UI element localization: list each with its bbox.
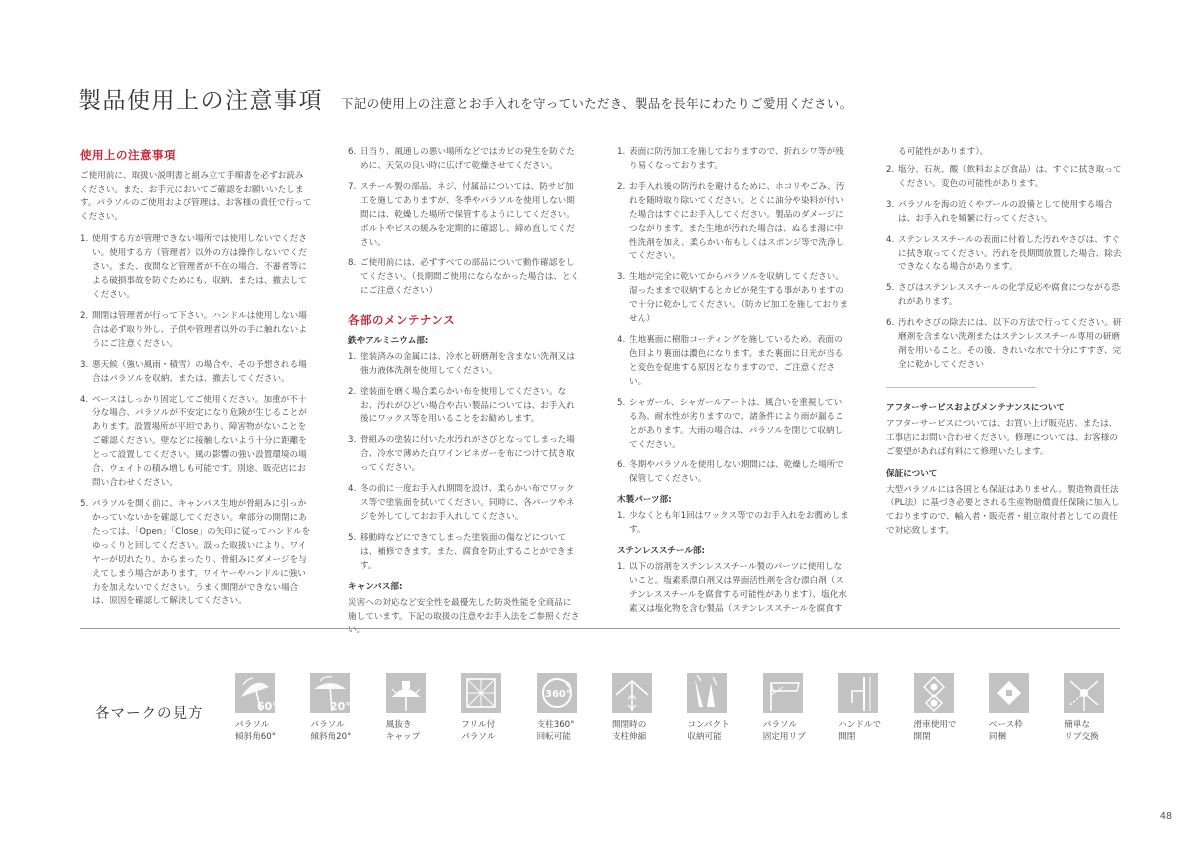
usage-list-part-2 <box>348 146 580 299</box>
mark-label: パラソル 傾斜角20° <box>310 720 352 742</box>
base-frame-bundle-icon <box>989 673 1029 713</box>
mark-item <box>537 673 612 743</box>
mark-item <box>612 673 687 743</box>
list-item: 2. 塗装面を磨く場合柔らかい布を使用してください。なお、汚れがひどい場合や古い製品については、お手入れ後にワックス等を用いることをお勧めします。 <box>348 386 575 425</box>
list-item: 7. スチール製の部品、ネジ、付属品については、防サビ加工を施してありますが、冬季やパラソルを使用しない期間には、乾燥した場所で保管するようにしてください。ボルトやビスの緩みを定期的に確認し、締め直してください。 <box>348 181 575 248</box>
pole-extend-icon <box>612 673 652 713</box>
mark-label: 滑車使用で 開閉 <box>913 720 957 742</box>
tilt-20-icon <box>310 673 350 713</box>
tilt-60-icon <box>235 673 278 713</box>
list-item: 4. 冬の前に一度お手入れ期間を設け、柔らかい布でワックス等で塗装面を拭いてください。同時に、各パーツやネジを外してしておお手入れしてください。 <box>348 484 575 522</box>
mark-item <box>461 673 536 743</box>
maintenance-title: 各部のメンテナンス <box>348 313 456 328</box>
steel-item-continuation: る可能性があります）。 <box>898 147 989 157</box>
list-item: 5. 移動時などにできてしまった塗装面の傷などについては、補修できます。また、腐食を防止することができます。 <box>348 532 575 571</box>
list-item: 1. 少なくとも年1回はワックス等でのお手入れをお薦めします。 <box>617 511 849 536</box>
mark-label: コンパクト 収納可能 <box>687 720 730 742</box>
warranty-text: 大型パラソルには各国とも保証はありません。製造物責任法（PL法）に基づき必要とされる生産物賠償責任保険に加入しておりますので、輸入者・販売者・組立取付者としての責任で対応致します。 <box>886 484 1120 537</box>
mark-label: 風抜き キャップ <box>385 720 421 742</box>
section-divider <box>886 387 1036 388</box>
mark-item <box>989 673 1064 743</box>
steel-parts-list <box>617 561 849 617</box>
warranty-title: 保証について <box>886 468 938 479</box>
list-item: 5. シャガール、シャガールアートは、風合いを重視している為、耐水性が劣りますので、諸条件により雨が漏ることがあります。大雨の場合は、パラソルを閉じて収納してください。 <box>617 397 844 450</box>
metal-parts-list <box>348 351 580 574</box>
mark-item <box>914 673 989 743</box>
mark-label: ハンドルで 開閉 <box>838 720 882 742</box>
usage-title: 使用上の注意事項 <box>80 148 176 162</box>
list-item: 3. パラソルを海の近くやプールの設備として使用する場合は、お手入れを頻繁に行ってください。 <box>886 199 1113 224</box>
mark-item <box>838 673 913 743</box>
rib-replace-icon <box>1064 673 1104 713</box>
page-subtitle: 下記の使用上の注意とお手入れを守っていただき、製品を長年にわたりご愛用ください。 <box>341 96 853 111</box>
steel-parts-list-2 <box>886 164 1122 373</box>
list-item: 1. 使用する方が管理できない場所では使用しないでください。使用する方（管理者）以外の方は操作しないでください。また、夜間など管理者が不在の場合、不審者等による破損事故を防ぐためにも、収納、または、撤去してください。 <box>80 234 307 300</box>
list-item: 1. 塗装済みの金属には、冷水と研磨剤を含まない洗剤又は強力液体洗剤を使用してください。 <box>348 351 575 376</box>
mark-item <box>235 673 310 743</box>
after-service-title: アフターサービスおよびメンテナンスについて <box>886 402 1066 413</box>
mark-label: 簡単な リブ交換 <box>1064 720 1099 742</box>
marks-title: 各マークの見方 <box>95 706 204 722</box>
marks-divider <box>80 628 1120 629</box>
svg-text:60°: 60° <box>257 700 278 713</box>
list-item: 3. 生地が完全に乾いてからパラソルを収納してください。湿ったままで収納するとカビが発生する事がありますので十分に乾かしてください。（防カビ加工を施しておりません） <box>617 272 849 325</box>
frill-parasol-icon <box>461 673 501 713</box>
list-item: 5. パラソルを開く前に、キャンパス生地が骨組みに引っかかっていないかを確認してください。傘部分の開閉にあたっては、「Open」「Close」の矢印に従ってハンドルをゆっくりと回してください。誤った取扱いにより、ワイヤーが切れたり、からまったり、骨組みにダメージを与えてしまう場合があります。ワイヤーやハンドルに強い力を加えないでください。うまく開閉ができない場合は、原因を確認して解決してください。 <box>80 498 311 607</box>
mark-item <box>1064 673 1139 743</box>
rotate-360-icon <box>537 673 577 713</box>
svg-text:20°: 20° <box>330 700 352 713</box>
mark-label: パラソル 傾斜角60° <box>235 720 277 742</box>
mark-label: フリル付 パラソル <box>461 720 496 742</box>
steel-parts-title: ステンレススチール部: <box>617 546 705 557</box>
mark-item <box>687 673 762 743</box>
mark-item <box>386 673 461 743</box>
list-item: 8. ご使用前には、必ずすべての部品について動作確認をしてください。（長期間ご使用にならなかった場合は、とくにご注意ください） <box>348 258 580 297</box>
list-item: 4. ベースはしっかり固定してご使用ください。加重が不十分な場合、パラソルが不安定になり危険が生じることがあります。設置場所が平坦であり、障害物がないことをご確認ください。壁などに接触しないよう十分に距離をとって設置してください。風の影響の強い設置環境の場合、ウェイトの積み増しも可能です。別途、販売店にお問い合わせください。 <box>80 394 307 489</box>
list-item: 4. ステンレススチールの表面に付着した汚れやさびは、すぐに拭き取ってください。汚れを長期間放置した場合、除去できなくなる場合があります。 <box>886 234 1122 273</box>
list-item: 5. さびはステンレススチールの化学反応や腐食につながる恐れがあります。 <box>886 283 1120 308</box>
canvas-parts-list <box>617 146 849 487</box>
canvas-parts-title: キャンバス部: <box>348 581 403 592</box>
list-item: 2. 開閉は管理者が行って下さい。ハンドルは使用しない場合は必ず取り外し、子供や管理者以外の手に触れないようにご注意ください。 <box>80 310 307 349</box>
page-number: 48 <box>1159 811 1172 822</box>
usage-list-part-1 <box>80 233 312 609</box>
column-2 <box>348 146 580 646</box>
wind-vent-cap-icon <box>386 673 426 713</box>
column-1 <box>80 146 312 616</box>
list-item: 6. 日当り、風通しの悪い場所などではカビの発生を防ぐために、天気の良い時に広げて乾燥させてください。 <box>348 147 575 171</box>
page-title: 製品使用上の注意事項 <box>78 88 323 114</box>
usage-intro: ご使用前に、取扱い説明書と組み立て手順書を必ずお読みください。また、お手元においてご確認をお願いいたします。パラソルのご使用および管理は、お客様の責任で行ってください。 <box>80 170 312 223</box>
fixed-rib-icon <box>763 673 803 713</box>
mark-label: 開閉時の 支柱伸縮 <box>611 720 647 742</box>
handle-open-close-icon <box>838 673 878 713</box>
mark-label: パラソル 固定用リブ <box>762 720 806 742</box>
page-header <box>78 82 853 115</box>
list-item: 2. 塩分、石灰、酸（飲料および食品）は、すぐに拭き取ってください。変色の可能性があります。 <box>886 164 1122 189</box>
list-item: 6. 冬期やパラソルを使用しない期間には、乾燥した場所で保管してください。 <box>617 460 844 485</box>
column-4 <box>886 146 1122 547</box>
marks-legend <box>235 673 1140 743</box>
after-service-text: アフターサービスについては、お買い上げ販売店、または、工事店にお問い合わせください。修理については、お客様のご要望があれば有料にて修理いたします。 <box>886 418 1118 457</box>
mark-label: ベース枠 同梱 <box>988 720 1023 742</box>
mark-label: 支柱360° 回転可能 <box>536 720 575 742</box>
list-item: 2. お手入れ後の防汚れを避けるために、ホコリやごみ、汚れを随時取り除いてください。とくに油分や染料が付いた場合はすぐにお手入してください。製品のダメージにつながります。また生地が汚れた場合は、ぬるま湯に中性洗剤を加え、柔らかい布もしくはスポンジ等で洗浄してください。 <box>617 181 845 262</box>
pulley-open-close-icon <box>914 673 954 713</box>
mark-item <box>763 673 838 743</box>
list-item: 3. 悪天候（強い風雨・積雪）の場合や、その予想される場合はパラソルを収納、または、撤去してください。 <box>80 359 307 384</box>
list-item: 3. 骨組みの塗装に付いた水汚れがさびとなってしまった場合、冷水で薄めた白ワインビネガーを布につけて拭き取ってください。 <box>348 435 575 474</box>
list-item: 1. 以下の溶剤をステンレススチール製のパーツに使用しないこと。塩素系漂白剤又は界面活性剤を含む漂白剤（ステンレススチールを腐食する可能性があります）、塩化水素又は塩化物を含む製品（ステンレススチールを腐食す <box>617 561 847 614</box>
svg-text:360°: 360° <box>544 689 571 700</box>
list-item: 1. 表面に防汚加工を施しておりますので、折れシワ等が残り易くなっております。 <box>617 147 844 171</box>
list-item: 4. 生地裏面に樹脂コーティングを施しているため、表面の色目より裏面は濃色になります。また裏面に日光が当ると変色を促進する原因となりますので、ご注意ください。 <box>617 335 844 387</box>
canvas-parts-intro: 災害への対応など安全性を最優先した防炎性能を全商品に施しています。下記の取扱の注意やお手入法をご参照ください。 <box>348 597 580 636</box>
compact-storage-icon <box>687 673 727 713</box>
list-item: 6. 汚れやさびの除去には、以下の方法で行ってください。研磨剤を含まない洗剤またはステンレススチール専用の研磨剤を用いること。その後、きれいな水で十分にすすぎ、完全に乾かしてください <box>886 318 1122 370</box>
mark-item <box>310 673 385 743</box>
wood-parts-list <box>617 510 849 538</box>
metal-parts-title: 鉄やアルミニウム部: <box>348 335 429 346</box>
column-3 <box>617 146 849 624</box>
wood-parts-title: 木製パーツ部: <box>617 495 672 506</box>
